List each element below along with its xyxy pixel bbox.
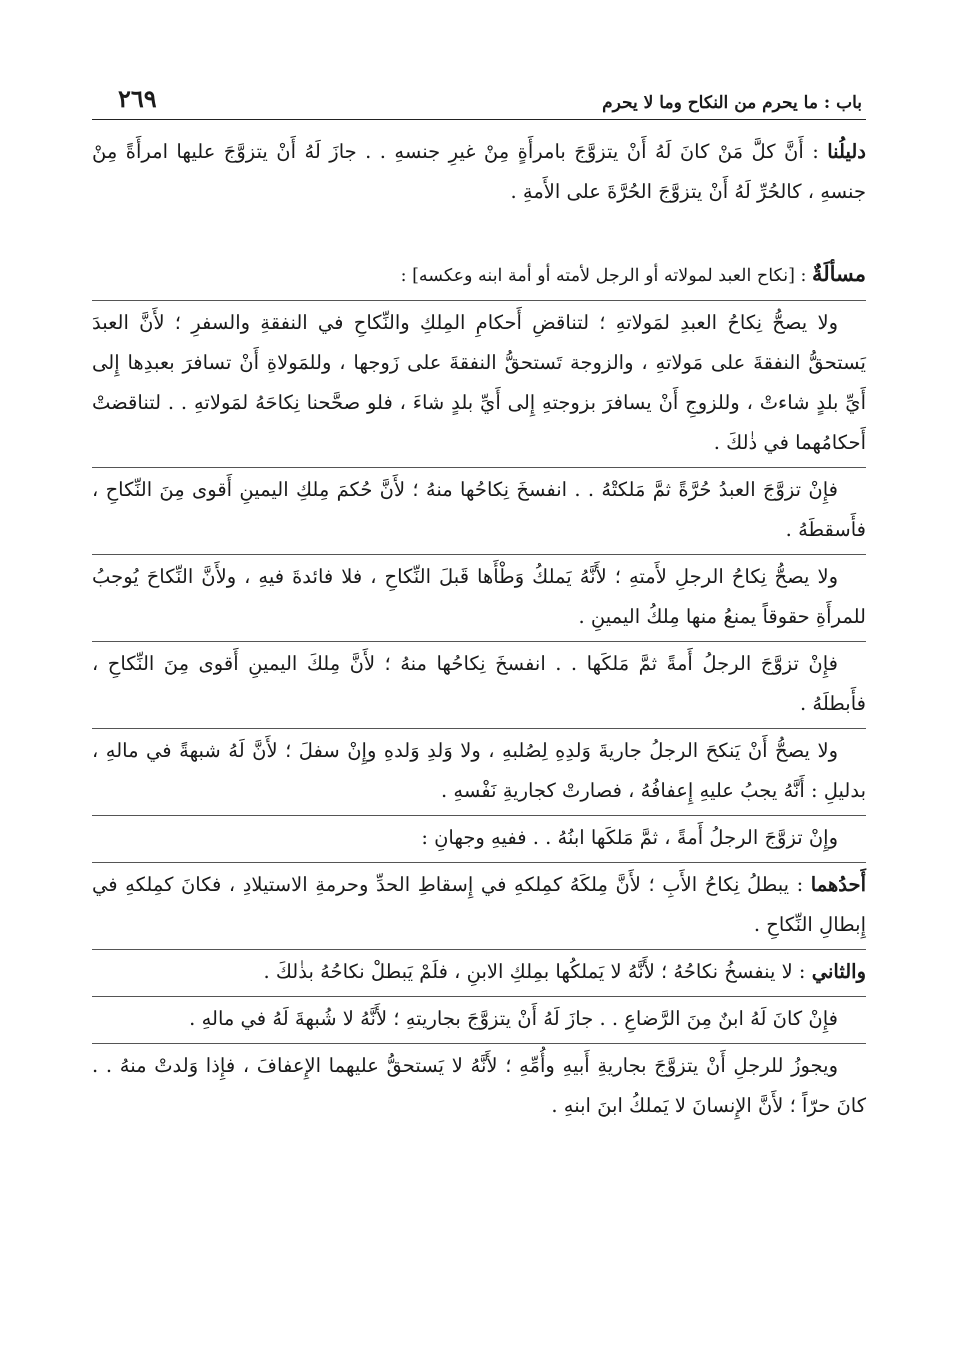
paragraph-proof [92, 130, 866, 216]
chapter-title: باب : ما يحرم من النكاح وما لا يحرم [602, 93, 862, 113]
paragraph-4: ولا يصحُّ نِكاحُ الرجلِ لأَمتهِ ؛ لأَنَّهُ يَملكُ وَطْأَها قَبلَ النِّكاحِ ، فلا فائدةَ فيهِ ، ولأَنَّ النِّكاحَ يُوجبُ للمرأَةِ حقوقاً يمنعُ منها مِلكُ اليمينِ . [92, 555, 866, 642]
paragraph-7: وإِنْ تزوَّجَ الرجلُ أَمةً ، ثمَّ مَلكَها ابنُهُ . . ففيهِ وجهانِ : [92, 816, 866, 863]
paragraph-11: ويجوزُ للرجلِ أَنْ يتزوَّجَ بجاريةِ أَبيهِ وأُمِّهِ ؛ لأَنَّهُ لا يَستحقُّ عليهما الإِعفافَ ، فإِذا وَلدتْ منهُ . . كانَ حرّاً ؛ لأَنَّ الإِنسانَ لا يَملكُ ابنَ ابنهِ . [92, 1054, 866, 1117]
page-number: ٢٦٩ [118, 84, 157, 113]
masala-subtitle: : [نكاح العبد لمولاته أو الرجل لأمته أو أمة ابنه وعكسه] : [400, 266, 812, 286]
paragraph-6: ولا يصحُّ أَنْ يَنكحَ الرجلُ جاريةَ وَلدِهِ لِصُلبهِ ، ولا وَلدِ وَلدهِ وإِنْ سفلَ ؛ لأَنَّ لَهُ شبهةً في مالهِ ، بدليلِ : أَنَّهُ يجبُ عليهِ إِعفافُهُ ، فصارتْ كجاريةِ نَفْسهِ . [92, 729, 866, 816]
paragraph-5: فإِنْ تزوَّجَ الرجلُ أَمةً ثمَّ مَلكَها . . انفسخَ نِكاحُها منهُ ؛ لأَنَّ مِلكَ اليمينِ أَقوى مِنَ النِّكاحِ ، فأَبطلَهُ . [92, 642, 866, 729]
masala-heading [92, 252, 866, 301]
paragraph-3: فإِنْ تزوَّجَ العبدُ حُرَّةً ثمَّ مَلكتْهُ . . انفسخَ نِكاحُها منهُ ؛ لأَنَّ حُكمَ مِلكِ اليمينِ أَقوى مِنَ النِّكاحِ ، فأَسقطَهُ . [92, 468, 866, 555]
second-view-text: : لا ينفسخُ نكاحُهُ ؛ لأَنَّهُ لا يَملكُها بمِلكِ الابنِ ، فلَمْ يَبطلْ نكاحُهُ بذٰلكَ . [263, 960, 812, 983]
spacer [92, 216, 866, 252]
paragraph-2: ولا يصحُّ نِكاحُ العبدِ لمَولاتهِ ؛ لتناقضِ أَحكامِ المِلكِ والنِّكاحِ في النفقةِ والسفرِ ؛ لأَنَّ العبدَ يَستحقُّ النفقةَ على مَولاتهِ ، والزوجة تَستحقُّ النفقةَ على زَوجها ، وللمَولاةِ أَنْ تسافرَ بعبدِها إِلى أَيِّ بلدٍ شاءتْ ، وللزوجِ أَنْ يسافرَ بزوجتهِ إِلى أَيِّ بلدٍ شاءَ ، فلو صحَّحنا نِكاحَهُ لمَولاتهِ . . لتناقضتْ أَحكامُهما في ذٰلكَ . [92, 301, 866, 468]
masala-title: مسألَةٌ [811, 261, 866, 286]
second-view-label: والثاني [811, 960, 866, 983]
paragraph-10: فإِنْ كانَ لَهُ ابنٌ مِنَ الرَّضاعِ . . جازَ لَهُ أَنْ يتزوَّجَ بجاريتهِ ؛ لأَنَّهُ لا شُبهةَ لَهُ في مالهِ . [92, 997, 866, 1044]
first-view-text: : يبطلُ نِكاحُ الأَبِ ؛ لأَنَّ مِلكَهُ كمِلكهِ في إِسقاطِ الحدِّ وحرمةِ الاستيلادِ ، فكانَ كمِلكهِ في إِبطالِ النِّكاحِ . [92, 873, 866, 936]
proof-text: : أَنَّ كلَّ مَنْ كانَ لَهُ أَنْ يتزوَّجَ بامرأَةٍ مِنْ غيرِ جنسهِ . . جازَ لَهُ أَنْ يتزوَّجَ عليها امرأَةً مِنْ جنسهِ ، كالحُرِّ لَهُ أَنْ يتزوَّجَ الحُرَّةَ على الأَمةِ . [92, 140, 866, 203]
running-header [92, 84, 866, 120]
proof-label: دليلُنا [827, 140, 866, 163]
paragraph-9 [92, 950, 866, 997]
book-page [92, 84, 866, 1130]
paragraph-8 [92, 863, 866, 950]
first-view-label: أَحدُهما [810, 873, 866, 896]
